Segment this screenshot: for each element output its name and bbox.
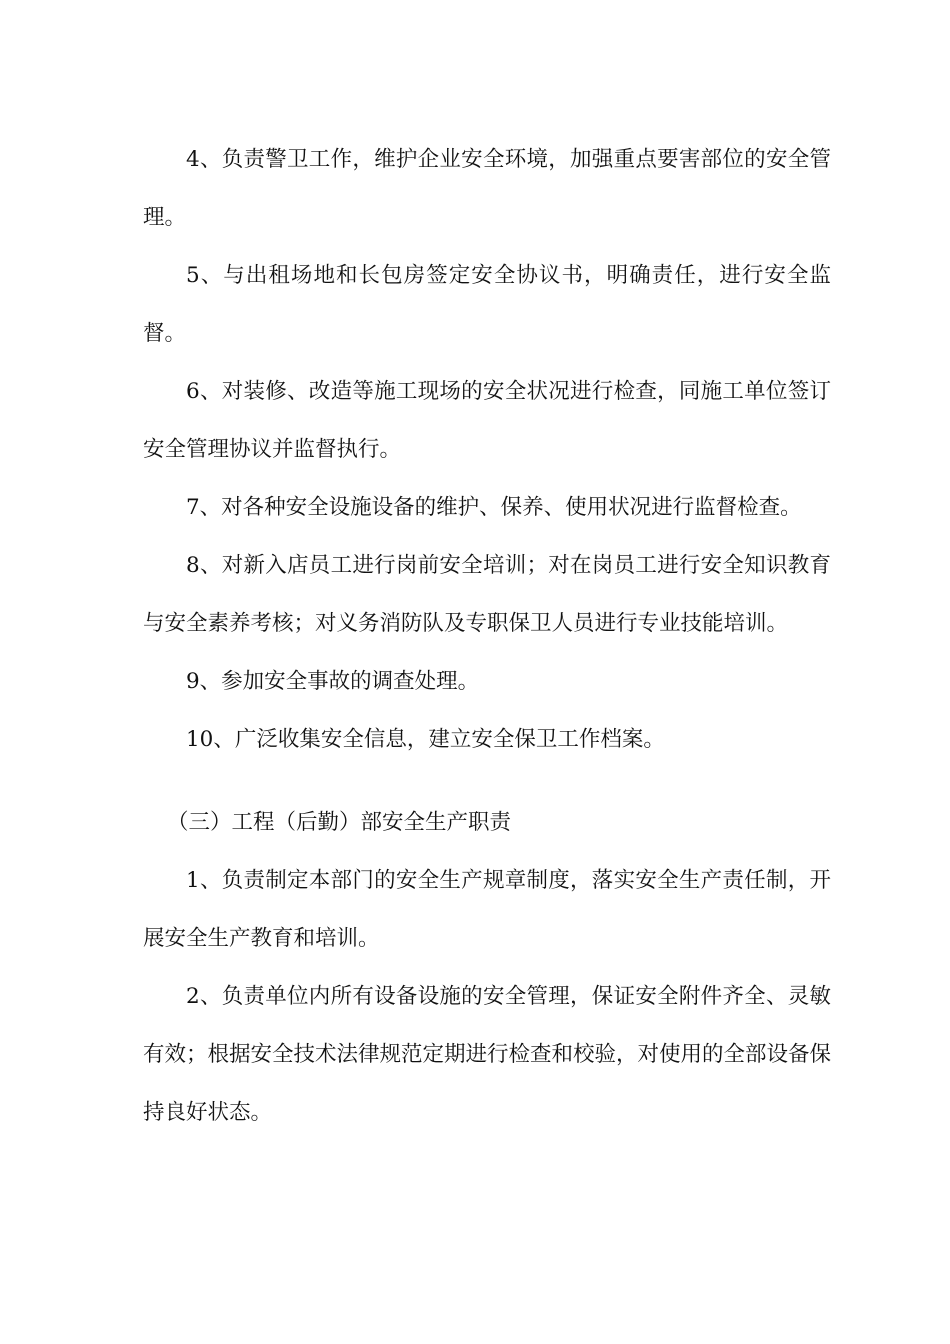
paragraph-item-4: 4、负责警卫工作，维护企业安全环境，加强重点要害部位的安全管理。 xyxy=(143,147,831,230)
section-heading: （三）工程（后勤）部安全生产职责 xyxy=(167,810,512,835)
section-paragraph-item-2: 2、负责单位内所有设备设施的安全管理，保证安全附件齐全、灵敏有效；根据安全技术法律规范定期进行检查和校验，对使用的全部设备保持良好状态。 xyxy=(143,984,832,1125)
paragraph-item-5: 5、与出租场地和长包房签定安全协议书，明确责任，进行安全监督。 xyxy=(143,263,831,346)
paragraph-item-8: 8、对新入店员工进行岗前安全培训；对在岗员工进行安全知识教育与安全素养考核；对义务消防队及专职保卫人员进行专业技能培训。 xyxy=(143,553,831,636)
paragraph-item-6: 6、对装修、改造等施工现场的安全状况进行检查，同施工单位签订安全管理协议并监督执行。 xyxy=(143,379,831,462)
paragraph-item-7: 7、对各种安全设施设备的维护、保养、使用状况进行监督检查。 xyxy=(186,495,802,520)
paragraph-item-9: 9、参加安全事故的调查处理。 xyxy=(186,669,480,694)
section-paragraph-item-1: 1、负责制定本部门的安全生产规章制度，落实安全生产责任制，开展安全生产教育和培训。 xyxy=(143,868,831,951)
document-body xyxy=(143,131,831,1142)
paragraph-item-10: 10、广泛收集安全信息，建立安全保卫工作档案。 xyxy=(186,727,665,752)
